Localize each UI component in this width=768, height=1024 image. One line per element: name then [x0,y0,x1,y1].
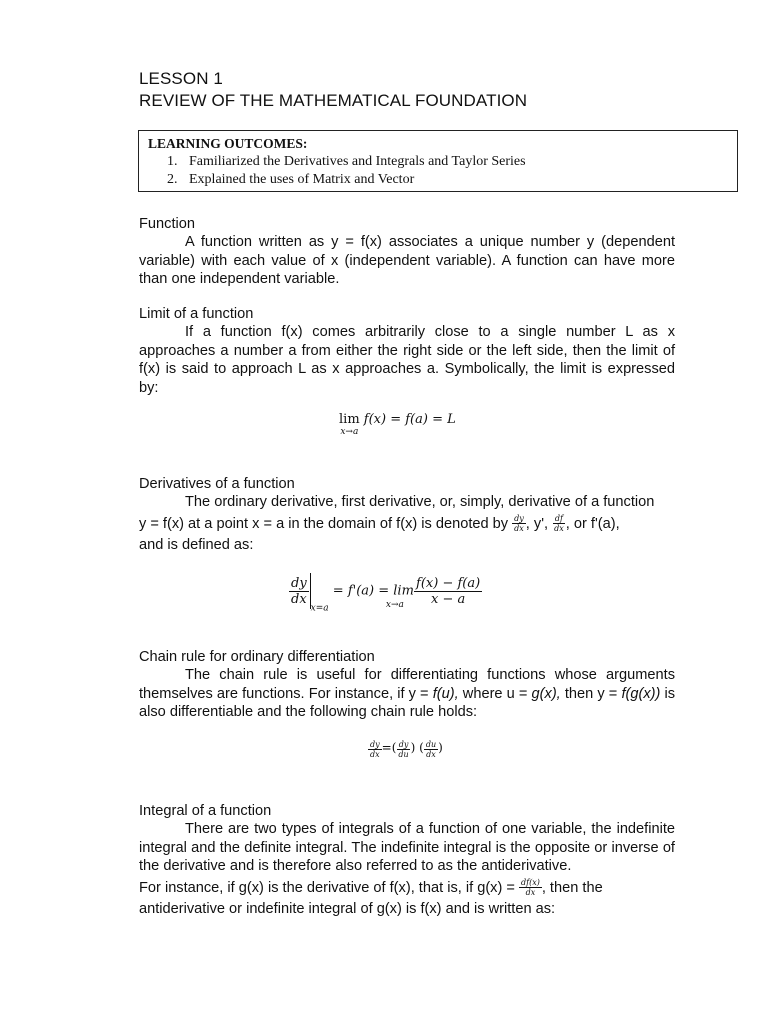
outcome-item [148,153,737,171]
derivative-section: Derivatives of a function The ordinary derivative, first derivative, or, simply, derivative of a function y = f(x) at a point x = a in the domain of f(x) is denoted by $\frac{dy}{dx}$ , y', $\frac{df}{dx}$ , or f'(a), and is defined as: [139,475,675,554]
page-title: REVIEW OF THE MATHEMATICAL FOUNDATION [139,91,528,110]
derivative-body-line3: and is defined as: [139,536,254,553]
limit-equation [339,412,456,437]
function-body: A function written as y = f(x) associates a unique number y (dependent variable) with each value of x (independent variable). A function can have more than one independent variable. [139,234,675,288]
function-section [139,215,675,289]
df-dx-fraction: $\frac{df}{dx}$ [554,514,564,534]
outcome-number: 2. [167,172,178,187]
learning-outcomes-box [138,130,738,192]
outcome-number: 1. [167,154,178,169]
chain-rule-section: Chain rule for ordinary differentiation The chain rule is useful for differentiating functions whose arguments themselves are functions. For instance, if y = f(u), where u = g(x), then y = f(g(x)) is also differentiable and the following chain rule holds: [139,649,676,721]
dy-dx-fraction: $\frac{dy}{dx}$ [514,514,524,534]
outcome-text: Familiarized the Derivatives and Integrals and Taylor Series [189,154,526,169]
limit-body: If a function f(x) comes arbitrarily close to a single number L as x approaches a number a from either the right side or the left side, then the limit of f(x) is said to approach L as x approaches a. Symbolically, the limit is expressed by: [139,324,675,396]
chain-rule-heading: Chain rule for ordinary differentiation [139,649,375,665]
chain-rule-equation: $\frac{dy}{dx}$ =( $\frac{dy}{du}$ ) ( $\frac{du}{dx}$ ) [370,740,443,759]
derivative-equation: $\frac{dy}{dx}$ $_{x=a} = f'(a) = \lim_{x\to a}$ $\frac{f(x) - f(a)}{x - a}$ [289,573,482,614]
derivative-body-line2: y = f(x) at a point x = a in the domain of f(x) is denoted by [139,515,509,532]
lim-operator: lim [339,412,360,427]
lim-subscript: x→a [340,427,359,437]
outcomes-heading: LEARNING OUTCOMES: [148,136,308,151]
derivative-heading: Derivatives of a function [139,476,295,492]
outcome-item [148,171,737,189]
limit-expression: f(x) = f(a) = L [363,412,456,427]
limit-heading: Limit of a function [139,306,254,322]
function-heading: Function [139,216,195,232]
document-page [139,68,676,917]
limit-section [139,305,675,397]
dfx-dx-fraction: $\frac{df(x)}{dx}$ [520,878,540,898]
integral-section: Integral of a function There are two types of integrals of a function of one variable, the indefinite integral and the definite integral. The indefinite integral is the opposite or inverse of the derivative and is therefore also referred to as the antiderivative. For instance, if g(x) is the derivative of f(x), that is, if g(x) = $\frac{df(x)}{dx}$ , then the antiderivative or indefinite integral of g(x) is f(x) and is written as: [139,803,675,917]
outcome-text: Explained the uses of Matrix and Vector [189,172,415,187]
derivative-body-line1: The ordinary derivative, first derivative, or, simply, derivative of a function [185,494,655,511]
lesson-number: LESSON 1 [139,69,223,88]
integral-heading: Integral of a function [139,803,272,819]
